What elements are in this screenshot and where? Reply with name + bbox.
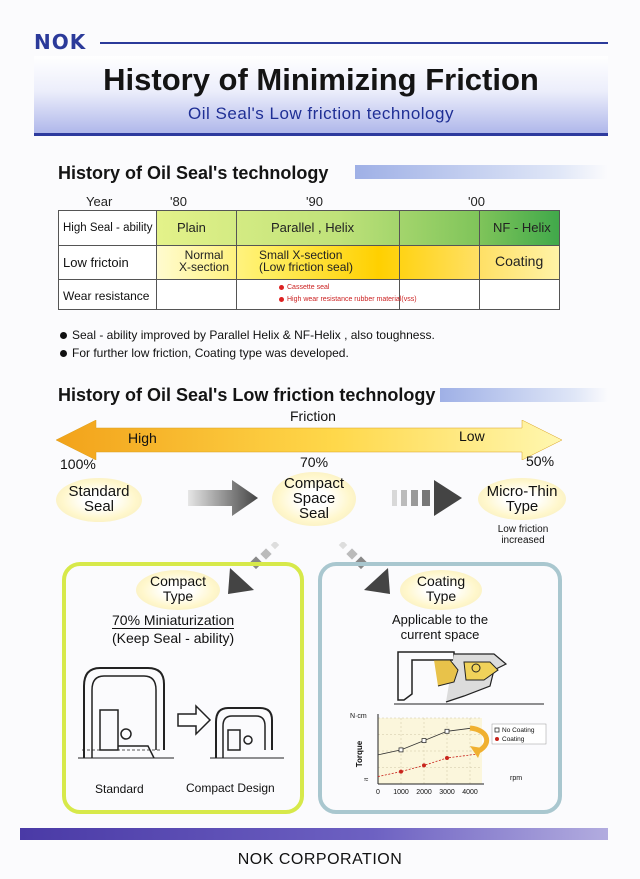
table-rule [479,211,480,309]
cell-normal [169,249,239,273]
stage-standard-line1: Standard [68,483,130,500]
coating-heading-line1: Applicable to the [391,612,489,627]
x-tick-label: 4000 [462,789,478,796]
cell-parallel-helix: Parallel , Helix [271,220,355,235]
stage-compact-line2: Space [292,490,336,507]
nok-logo: NOK [34,30,87,54]
data-point [422,763,426,767]
arrow-right-icon [188,480,258,516]
bullet-1-text: Seal - ability improved by Parallel Helix & NF-Helix , also toughness. [72,328,435,342]
label-compact-design: Compact Design [186,781,275,795]
label-standard: Standard [95,782,144,796]
cell-nf-helix: NF - Helix [493,220,551,235]
footer-bar [20,828,608,840]
bullet-dot-icon [60,350,67,357]
x-tick-label: 3000 [439,789,455,796]
technology-table [58,210,560,310]
stage-compact-space-seal [272,472,356,526]
cell-small-line1: Small X-section [259,248,343,262]
data-point [445,729,449,733]
x-tick-label: 0 [376,789,380,796]
data-point [445,756,449,760]
stage-micro-thin-type [478,478,566,520]
coating-seal-drawing [394,646,548,706]
compact-badge-line1: Compact [149,573,207,589]
bullet-1 [60,328,435,342]
x-tick-label: 2000 [416,789,432,796]
data-point [399,748,403,752]
stage-compact-line1: Compact [283,475,345,492]
coating-type-badge [400,570,482,610]
section-bar-friction [440,388,608,402]
coating-heading-line2: current space [400,627,480,642]
table-rule [156,211,157,309]
stage-micro-line1: Micro-Thin [486,483,558,500]
table-rule [59,279,559,280]
cell-normal-line1: Normal [184,248,224,262]
seal-cross-section-drawing [78,650,288,760]
pct-micro: 50% [526,453,555,469]
micro-thin-note [486,524,560,546]
stage-micro-line2: Type [505,498,539,515]
section-bar-technology [355,165,608,179]
legend-marker [495,728,499,732]
table-rule [399,211,400,309]
cell-plain: Plain [177,220,206,235]
micro-note-line1: Low friction [497,524,549,535]
cell-high-wear [279,296,417,303]
data-point [422,739,426,743]
coating-badge-line2: Type [425,588,457,604]
footer-company: NOK CORPORATION [237,851,403,868]
legend-marker [495,737,499,741]
page-title: History of Minimizing Friction [103,62,539,97]
legend-label: Coating [502,736,525,743]
pct-compact: 70% [300,454,329,470]
row-label-seal: High Seal - ability [63,222,153,234]
pct-standard: 100% [60,456,96,472]
axis-break-icon: ≈ [364,775,369,784]
coating-heading [360,612,520,642]
bullet-dot-icon [279,285,284,290]
x-axis-label: rpm [510,775,523,782]
data-point [399,770,403,774]
header-rule [100,42,608,44]
stage-standard-line2: Seal [83,498,115,515]
page-subtitle: Oil Seal's Low friction technology [188,104,454,123]
compact-subheading: (Keep Seal - ability) [112,630,235,646]
friction-low: Low [459,428,485,444]
cell-cassette [279,284,329,291]
bullet-dot-icon [279,297,284,302]
title-banner-underline [34,133,608,136]
year-90: '90 [306,194,323,209]
bullet-2-text: For further low friction, Coating type was developed. [72,346,349,360]
friction-label: Friction [290,408,336,424]
legend-label: No Coating [502,727,535,734]
bullet-2 [60,346,349,360]
cell-small-x-section [259,249,389,273]
row-label-friction: Low frictoin [63,255,129,270]
table-rule [59,245,559,246]
section-title-technology: History of Oil Seal's technology [58,163,329,183]
x-tick-label: 1000 [393,789,409,796]
compact-badge-line2: Type [162,588,194,604]
year-label: Year [86,194,113,209]
micro-note-line2: increased [501,535,545,546]
section-title-friction: History of Oil Seal's Low friction technology [58,385,436,405]
compact-heading: 70% Miniaturization [112,612,235,628]
coating-badge-line1: Coating [416,573,466,589]
y-axis-label: Torque [355,740,364,768]
cell-coating: Coating [495,253,544,269]
compact-type-badge [136,570,220,610]
torque-rpm-chart [342,708,554,802]
cell-high-wear-text: High wear resistance rubber material(vss) [287,296,417,303]
cell-normal-line2: X-section [178,260,230,274]
row-label-wear: Wear resistance [63,289,150,303]
bullet-dot-icon [60,332,67,339]
friction-high: High [128,430,157,446]
stage-compact-line3: Seal [298,505,330,522]
cell-small-line2: (Low friction seal) [259,260,354,274]
dashed-arrow-right-icon [392,480,462,516]
year-00: '00 [468,194,485,209]
year-80: '80 [170,194,187,209]
y-unit-label: N·cm [350,713,367,720]
stage-standard-seal [56,478,142,522]
cell-cassette-text: Cassette seal [287,284,330,291]
